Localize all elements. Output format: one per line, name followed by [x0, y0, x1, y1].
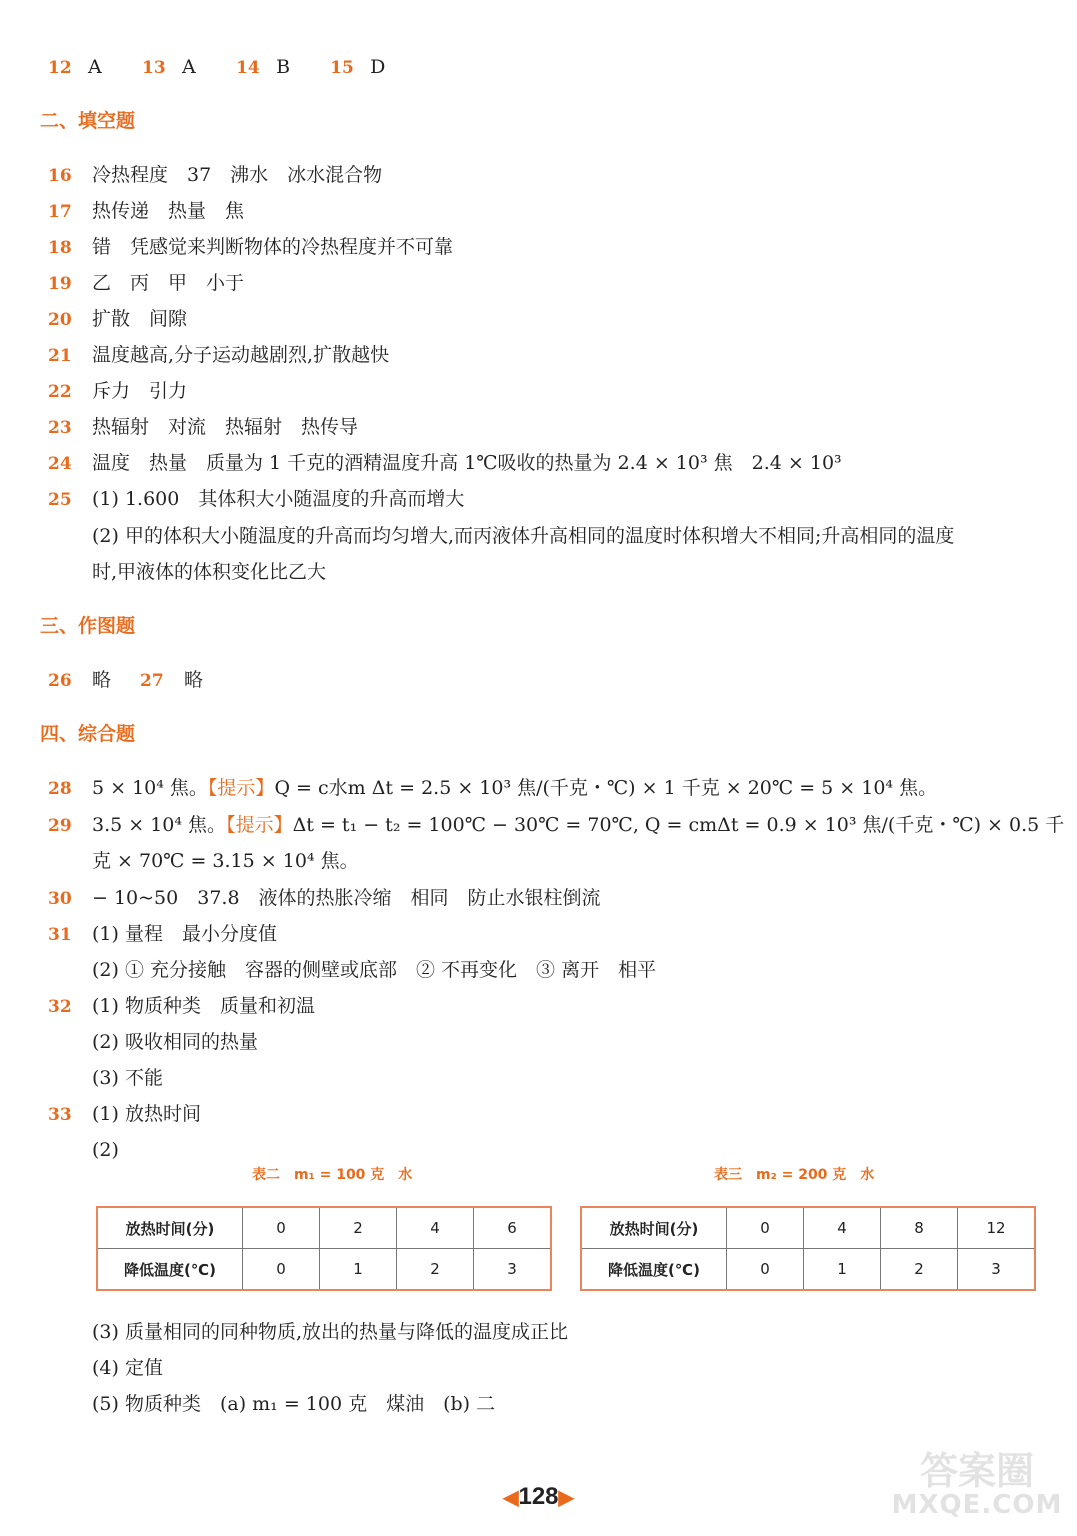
table-cell: 6: [474, 1207, 552, 1249]
answer-text: (1) 1.600 其体积大小随温度的升高而增大: [92, 488, 465, 510]
question-number: 32: [48, 997, 72, 1017]
answer-line-30: [48, 883, 601, 913]
right-triangle-icon: ▶: [558, 1487, 574, 1509]
table-cell: 4: [804, 1207, 881, 1249]
answer-line-31-part2: (2) ① 充分接触 容器的侧壁或底部 ② 不再变化 ③ 离开 相平: [92, 959, 657, 981]
answer-text: 热传递 热量 焦: [92, 200, 245, 222]
watermark-logo: [889, 1440, 1065, 1526]
question-number: 26: [48, 671, 72, 691]
question-number: 15: [330, 58, 354, 78]
answer-line-26-27: [48, 665, 203, 695]
question-number: 33: [48, 1105, 72, 1125]
table-header-cell: 降低温度(℃): [581, 1249, 727, 1291]
section-title: 填空题: [78, 110, 136, 132]
table3: [580, 1206, 1036, 1291]
table-cell: 4: [397, 1207, 474, 1249]
table-cell: 1: [320, 1249, 397, 1291]
question-number: 18: [48, 238, 72, 258]
answer-letter: B: [276, 56, 291, 78]
answer-line-24: [48, 448, 842, 478]
table-cell: 0: [243, 1249, 320, 1291]
answer-line-33-part2: (2): [92, 1139, 119, 1161]
question-number: 25: [48, 490, 72, 510]
table2: [96, 1206, 552, 1291]
question-number: 30: [48, 889, 72, 909]
question-number: 19: [48, 274, 72, 294]
answer-line-28: [48, 773, 937, 803]
answer-line-33-part4: (4) 定值: [92, 1357, 163, 1379]
watermark-text: 答案圈: [919, 1449, 1034, 1493]
section-heading-fill-in: [40, 106, 135, 136]
answer-text: 斥力 引力: [92, 380, 188, 402]
answer-text: 5 × 10⁴ 焦。: [92, 777, 208, 799]
table-cell: 3: [958, 1249, 1036, 1291]
table-row: [581, 1207, 1035, 1249]
answer-text: Q = c水m Δt = 2.5 × 10³ 焦/(千克・℃) × 1 千克 × 20℃ = 5 × 10⁴ 焦。: [274, 777, 938, 799]
answer-text: 乙 丙 甲 小于: [92, 272, 245, 294]
table-cell: 0: [727, 1249, 804, 1291]
page-number-text: 128: [518, 1483, 559, 1510]
table-cell: 3: [474, 1249, 552, 1291]
answer-line-31: [48, 919, 277, 949]
hint-label: 【提示】: [226, 814, 293, 836]
table-header-cell: 放热时间(分): [581, 1207, 727, 1249]
answer-text: 温度 热量 质量为 1 千克的酒精温度升高 1℃吸收的热量为 2.4 × 10³ 焦 2.4 × 10³: [92, 452, 842, 474]
answer-line-25-part2: (2) 甲的体积大小随温度的升高而均匀增大,而丙液体升高相同的温度时体积增大不相同;升高相同的温度: [92, 525, 955, 547]
answer-line-33-part3: (3) 质量相同的同种物质,放出的热量与降低的温度成正比: [92, 1321, 568, 1343]
answer-text: 温度越高,分子运动越剧烈,扩散越快: [92, 344, 390, 366]
answer-line-21: [48, 340, 389, 370]
answer-text: (1) 放热时间: [92, 1103, 201, 1125]
table-row: [97, 1249, 551, 1291]
answer-text: 略: [184, 669, 204, 691]
table-header-cell: 降低温度(℃): [97, 1249, 243, 1291]
answer-text: 热辐射 对流 热辐射 热传导: [92, 416, 359, 438]
table-cell: 2: [397, 1249, 474, 1291]
question-number: 22: [48, 382, 72, 402]
section-title: 综合题: [78, 723, 136, 745]
question-number: 12: [48, 58, 72, 78]
answer-text: Δt = t₁ − t₂ = 100℃ − 30℃ = 70℃, Q = cmΔt = 0.9 × 10³ 焦/(千克・℃) × 0.5 千: [292, 814, 1065, 836]
answer-line-33: [48, 1099, 201, 1129]
table-cell: 1: [804, 1249, 881, 1291]
watermark-url: MXQE.COM: [891, 1490, 1063, 1520]
answer-line-23: [48, 412, 358, 442]
answer-line-32: [48, 991, 315, 1021]
section-number: 三、: [40, 615, 79, 637]
table-cell: 0: [243, 1207, 320, 1249]
question-number: 17: [48, 202, 72, 222]
answer-line-17: [48, 196, 244, 226]
section-heading-drawing: [40, 611, 135, 641]
answer-line-19: [48, 268, 244, 298]
table-cell: 8: [881, 1207, 958, 1249]
answer-text: 错 凭感觉来判断物体的冷热程度并不可靠: [92, 236, 454, 258]
table-cell: 0: [727, 1207, 804, 1249]
question-number: 23: [48, 418, 72, 438]
table-cell: 2: [881, 1249, 958, 1291]
answer-line-16: [48, 160, 382, 190]
question-number: 29: [48, 816, 72, 836]
table3-caption: 表三 m₂ = 200 克 水: [714, 1167, 875, 1183]
table-cell: 2: [320, 1207, 397, 1249]
question-number: 24: [48, 454, 72, 474]
answer-line-29-cont: 克 × 70℃ = 3.15 × 10⁴ 焦。: [92, 850, 359, 872]
table-header-cell: 放热时间(分): [97, 1207, 243, 1249]
section-heading-comprehensive: [40, 719, 135, 749]
answer-line-32-part2: (2) 吸收相同的热量: [92, 1031, 258, 1053]
answer-text: 略: [92, 669, 112, 691]
answer-text: 扩散 间隙: [92, 308, 188, 330]
question-number: 21: [48, 346, 72, 366]
answer-line-25-part2-cont: 时,甲液体的体积变化比乙大: [92, 561, 327, 583]
answer-text: 3.5 × 10⁴ 焦。: [92, 814, 227, 836]
left-triangle-icon: ◀: [503, 1487, 519, 1509]
answer-text: (1) 物质种类 质量和初温: [92, 995, 315, 1017]
answer-line-32-part3: (3) 不能: [92, 1067, 163, 1089]
section-number: 二、: [40, 110, 79, 132]
table-cell: 12: [958, 1207, 1036, 1249]
answer-letter: A: [88, 56, 102, 78]
table-row: [581, 1249, 1035, 1291]
answer-letter: A: [182, 56, 196, 78]
answer-line-33-part5: (5) 物质种类 (a) m₁ = 100 克 煤油 (b) 二: [92, 1393, 496, 1415]
question-number: 16: [48, 166, 72, 186]
answer-line-29: [48, 810, 1064, 840]
answer-line-25: [48, 484, 464, 514]
answer-line-22: [48, 376, 187, 406]
mc-answer-row: [48, 52, 418, 82]
answer-line-18: [48, 232, 453, 262]
question-number: 14: [236, 58, 260, 78]
section-number: 四、: [40, 723, 79, 745]
question-number: 13: [142, 58, 166, 78]
answer-line-20: [48, 304, 187, 334]
question-number: 28: [48, 779, 72, 799]
question-number: 27: [140, 671, 164, 691]
answer-text: 冷热程度 37 沸水 冰水混合物: [92, 164, 383, 186]
hint-label: 【提示】: [207, 777, 275, 799]
question-number: 31: [48, 925, 72, 945]
table-row: [97, 1207, 551, 1249]
table2-caption: 表二 m₁ = 100 克 水: [252, 1167, 413, 1183]
answer-text: − 10~50 37.8 液体的热胀冷缩 相同 防止水银柱倒流: [92, 887, 601, 909]
section-title: 作图题: [78, 615, 136, 637]
answer-text: (1) 量程 最小分度值: [92, 923, 277, 945]
question-number: 20: [48, 310, 72, 330]
answer-letter: D: [370, 56, 386, 78]
